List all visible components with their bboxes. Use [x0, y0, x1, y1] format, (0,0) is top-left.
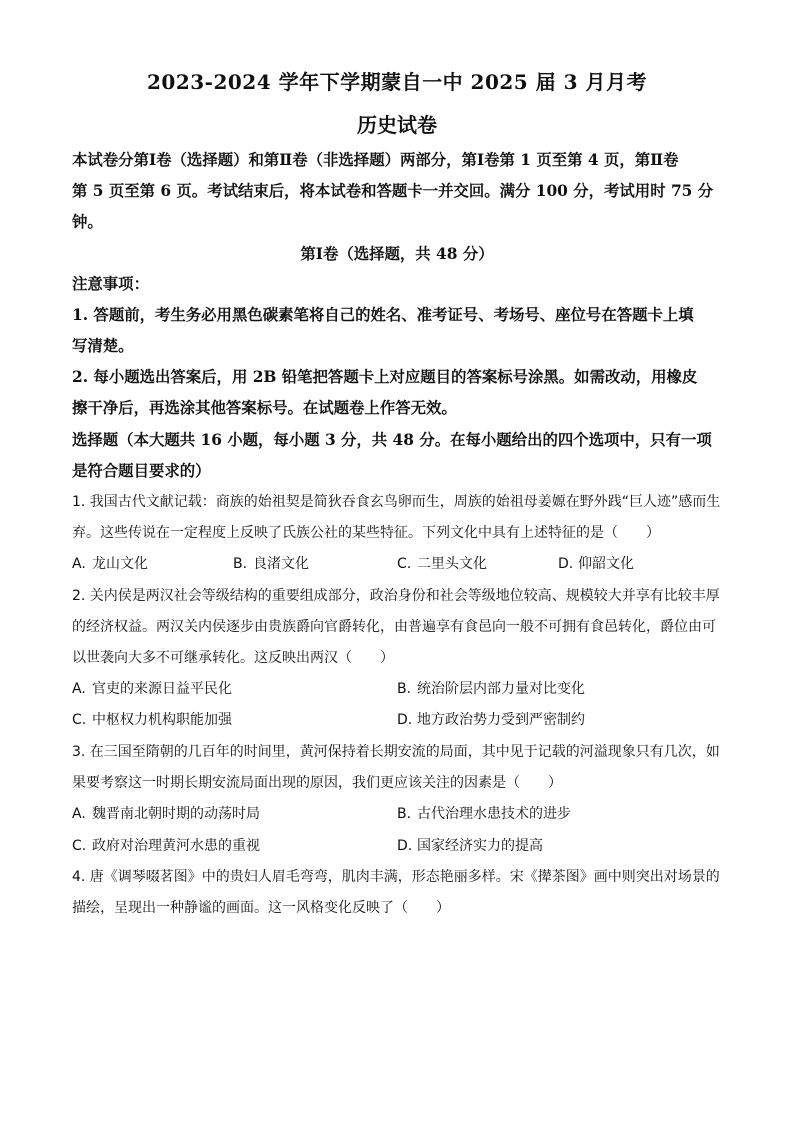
question-4-text: 4. 唐《调琴啜茗图》中的贵妇人眉毛弯弯，肌肉丰满，形态艳丽多样。宋《撵茶图》画中则突出对场景的 — [72, 869, 720, 885]
notice-line: 写清楚。 — [72, 337, 134, 355]
question-1-text: 弃。这些传说在一定程度上反映了氏族公社的某些特征。下列文化中具有上述特征的是（ ） — [72, 525, 660, 541]
question-1-option-c: C. 二里头文化 — [397, 556, 487, 572]
question-2-option-d: D. 地方政治势力受到严密制约 — [397, 712, 585, 728]
question-2-text: 以世袭向大多不可继承转化。这反映出两汉（ ） — [72, 650, 394, 666]
question-3-option-d: D. 国家经济实力的提高 — [397, 838, 543, 854]
question-4-text: 描绘，呈现出一种静谧的画面。这一风格变化反映了（ ） — [72, 900, 450, 916]
question-1-option-d: D. 仰韶文化 — [558, 556, 634, 572]
section-heading: 第Ⅰ卷（选择题，共 48 分） — [300, 245, 494, 263]
exam-subject-title: 历史试卷 — [357, 113, 437, 137]
question-1-option-b: B. 良渚文化 — [233, 556, 309, 572]
question-1-text: 1. 我国古代文献记载：商族的始祖契是简狄吞食玄鸟卵而生，周族的始祖母姜嫄在野外践“巨人迹”感而生 — [72, 494, 721, 510]
question-3-option-b: B. 古代治理水患技术的进步 — [397, 806, 571, 822]
notice-line: 1. 答题前，考生务必用黑色碳素笔将自己的姓名、准考证号、考场号、座位号在答题卡上填 — [72, 306, 694, 324]
notice-line: 擦干净后，再选涂其他答案标号。在试题卷上作答无效。 — [72, 399, 457, 417]
exam-title: 2023-2024 学年下学期蒙自一中 2025 届 3 月月考 — [146, 70, 648, 94]
question-2-text: 2. 关内侯是两汉社会等级结构的重要组成部分，政治身份和社会等级地位较高、规模较大并享有比较丰厚 — [72, 588, 720, 604]
question-1-option-a: A. 龙山文化 — [72, 556, 148, 572]
notice-line: 2. 每小题选出答案后，用 2B 铅笔把答题卡上对应题目的答案标号涂黑。如需改动，用橡皮 — [72, 368, 698, 386]
question-2-option-b: B. 统治阶层内部力量对比变化 — [397, 681, 585, 697]
question-2-option-a: A. 官吏的来源日益平民化 — [72, 681, 232, 697]
question-3-option-a: A. 魏晋南北朝时期的动荡时局 — [72, 806, 260, 822]
question-3-option-c: C. 政府对治理黄河水患的重视 — [72, 838, 260, 854]
question-2-text: 的经济权益。两汉关内侯逐步由贵族爵向官爵转化，由普遍享有食邑向一般不可拥有食邑转化，爵位由可 — [72, 619, 716, 635]
notice-heading: 注意事项： — [72, 275, 149, 293]
choice-instructions-line: 是符合题目要求的） — [72, 462, 211, 480]
question-3-text: 3. 在三国至隋朝的几百年的时间里，黄河保持着长期安流的局面，其中见于记载的河溢现象只有几次，如 — [72, 744, 720, 760]
choice-instructions-line: 选择题（本大题共 16 小题，每小题 3 分，共 48 分。在每小题给出的四个选项中，只有一项 — [72, 431, 712, 449]
question-3-text: 果要考察这一时期长期安流局面出现的原因，我们更应该关注的因素是（ ） — [72, 775, 562, 791]
intro-line: 第 5 页至第 6 页。考试结束后，将本试卷和答题卡一并交回。满分 100 分，考试用时 75 分 — [72, 182, 714, 200]
intro-line: 本试卷分第Ⅰ卷（选择题）和第Ⅱ卷（非选择题）两部分，第Ⅰ卷第 1 页至第 4 页，第Ⅱ卷 — [72, 151, 679, 169]
intro-line: 钟。 — [72, 213, 103, 231]
question-2-option-c: C. 中枢权力机构职能加强 — [72, 712, 232, 728]
